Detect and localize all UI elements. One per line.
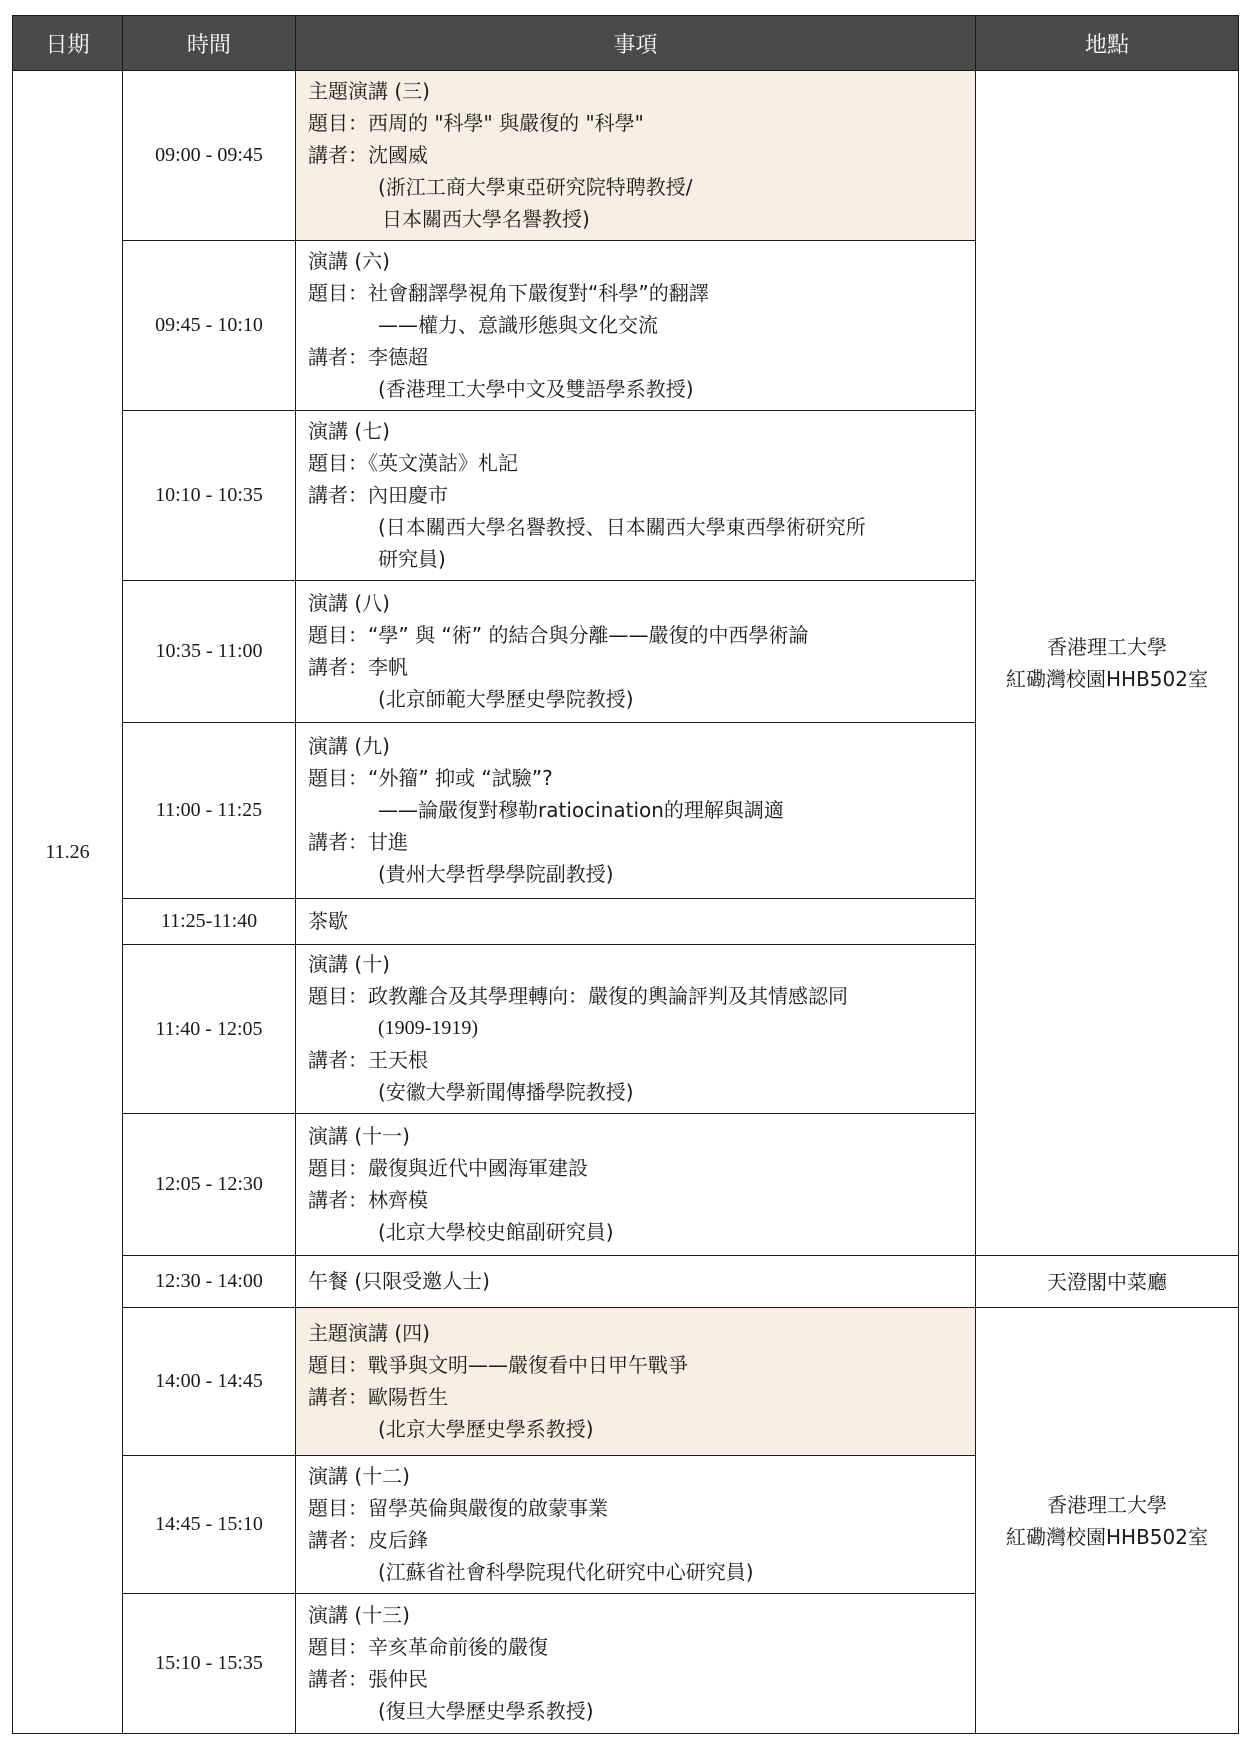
time-cell: 09:00 - 09:45 xyxy=(123,71,296,241)
item-affiliation: (北京師範大學歷史學院教授) xyxy=(378,686,634,711)
item-speaker: 講者：歐陽哲生 xyxy=(308,1384,448,1409)
item-title: 茶歇 xyxy=(308,908,348,933)
time-cell: 15:10 - 15:35 xyxy=(123,1594,296,1734)
time-cell: 10:10 - 10:35 xyxy=(123,411,296,581)
item-affiliation: (江蘇省社會科學院現代化研究中心研究員) xyxy=(378,1559,754,1584)
item-affiliation: (香港理工大學中文及雙語學系教授) xyxy=(378,376,694,401)
item-affiliation: (浙江工商大學東亞研究院特聘教授/ xyxy=(378,174,693,199)
item-cell xyxy=(296,899,976,945)
item-title: 演講 (九) xyxy=(308,733,390,758)
item-speaker: 講者：張仲民 xyxy=(308,1666,428,1691)
item-affiliation: (復旦大學歷史學系教授) xyxy=(378,1698,594,1723)
item-affiliation: (貴州大學哲學學院副教授) xyxy=(378,861,614,886)
table-row xyxy=(13,1308,1239,1456)
time-cell: 11:00 - 11:25 xyxy=(123,723,296,899)
item-speaker: 講者：皮后鋒 xyxy=(308,1527,428,1552)
item-cell xyxy=(296,241,976,411)
item-speaker: 講者：李帆 xyxy=(308,654,408,679)
item-topic: 題目：辛亥革命前後的嚴復 xyxy=(308,1634,548,1659)
item-topic: 題目：“學” 與 “術” 的結合與分離——嚴復的中西學術論 xyxy=(308,622,809,647)
item-title: 演講 (十) xyxy=(308,952,390,976)
item-speaker: 講者：甘進 xyxy=(308,829,408,854)
item-cell xyxy=(296,723,976,899)
header-time: 時間 xyxy=(123,16,296,71)
item-cell xyxy=(296,945,976,1114)
item-cell xyxy=(296,581,976,723)
time-cell: 12:05 - 12:30 xyxy=(123,1114,296,1256)
item-cell xyxy=(296,1308,976,1456)
item-cell xyxy=(296,1114,976,1256)
item-topic: 題目：嚴復與近代中國海軍建設 xyxy=(308,1155,588,1180)
item-title: 演講 (六) xyxy=(308,248,390,273)
item-title: 主題演講 (四) xyxy=(308,1320,430,1345)
item-affiliation: (日本關西大學名譽教授、日本關西大學東西學術研究所 xyxy=(378,514,866,539)
item-cell xyxy=(296,1594,976,1734)
item-cell xyxy=(296,411,976,581)
item-affiliation: 日本關西大學名譽教授) xyxy=(382,206,590,231)
item-affiliation: 研究員) xyxy=(378,546,446,571)
venue-cell: 天澄閣中菜廳 xyxy=(976,1256,1239,1308)
item-title: 演講 (十二) xyxy=(308,1463,410,1488)
item-cell xyxy=(296,71,976,241)
item-cell xyxy=(296,1256,976,1308)
schedule-table xyxy=(12,15,1239,1734)
venue-cell xyxy=(976,71,1239,1256)
header-item: 事項 xyxy=(296,16,976,71)
item-topic: 題目：留學英倫與嚴復的啟蒙事業 xyxy=(308,1495,608,1520)
item-cell xyxy=(296,1456,976,1594)
venue-line: 香港理工大學 xyxy=(1047,1492,1167,1517)
item-subtopic: ——權力、意識形態與文化交流 xyxy=(378,312,658,337)
item-subtopic: ——論嚴復對穆勒ratiocination的理解與調適 xyxy=(378,797,784,822)
item-speaker: 講者：王天根 xyxy=(308,1048,428,1072)
time-cell: 14:00 - 14:45 xyxy=(123,1308,296,1456)
item-title: 演講 (十三) xyxy=(308,1602,410,1627)
venue-line: 紅磡灣校園HHB502室 xyxy=(1006,667,1208,691)
time-cell: 10:35 - 11:00 xyxy=(123,581,296,723)
header-row xyxy=(13,16,1239,71)
item-topic: 題目：社會翻譯學視角下嚴復對“科學”的翻譯 xyxy=(308,280,709,305)
time-cell: 09:45 - 10:10 xyxy=(123,241,296,411)
time-cell: 14:45 - 15:10 xyxy=(123,1456,296,1594)
item-title: 演講 (八) xyxy=(308,590,390,615)
item-topic-years: (1909-1919) xyxy=(378,1017,478,1039)
item-title: 主題演講 (三) xyxy=(308,78,430,103)
item-topic: 題目：《英文漢詁》札記 xyxy=(308,450,518,475)
item-affiliation: (安徽大學新聞傳播學院教授) xyxy=(378,1080,634,1104)
table-row xyxy=(13,1256,1239,1308)
item-title: 演講 (十一) xyxy=(308,1123,410,1148)
date-cell: 11.26 xyxy=(13,71,123,1734)
time-cell: 11:40 - 12:05 xyxy=(123,945,296,1114)
time-cell: 11:25-11:40 xyxy=(123,899,296,945)
item-affiliation: (北京大學歷史學系教授) xyxy=(378,1416,594,1441)
venue-cell xyxy=(976,1308,1239,1734)
item-topic: 題目：政教離合及其學理轉向：嚴復的輿論評判及其情感認同 xyxy=(308,984,848,1008)
header-venue: 地點 xyxy=(976,16,1239,71)
header-date: 日期 xyxy=(13,16,123,71)
item-topic: 題目：戰爭與文明——嚴復看中日甲午戰爭 xyxy=(308,1352,688,1377)
item-speaker: 講者：李德超 xyxy=(308,344,428,369)
item-affiliation: (北京大學校史館副研究員) xyxy=(378,1219,614,1244)
item-speaker: 講者：沈國威 xyxy=(308,142,428,167)
venue-line: 紅磡灣校園HHB502室 xyxy=(1006,1524,1208,1549)
item-speaker: 講者：內田慶市 xyxy=(308,482,448,507)
venue-line: 香港理工大學 xyxy=(1047,635,1167,659)
item-topic: 題目：“外籀” 抑或 “試驗”? xyxy=(308,765,553,790)
item-title: 演講 (七) xyxy=(308,418,390,443)
item-topic: 題目：西周的 "科學" 與嚴復的 "科學" xyxy=(308,110,644,135)
time-cell: 12:30 - 14:00 xyxy=(123,1256,296,1308)
table-row xyxy=(13,71,1239,241)
item-title: 午餐 (只限受邀人士) xyxy=(308,1268,490,1293)
item-speaker: 講者：林齊模 xyxy=(308,1187,428,1212)
